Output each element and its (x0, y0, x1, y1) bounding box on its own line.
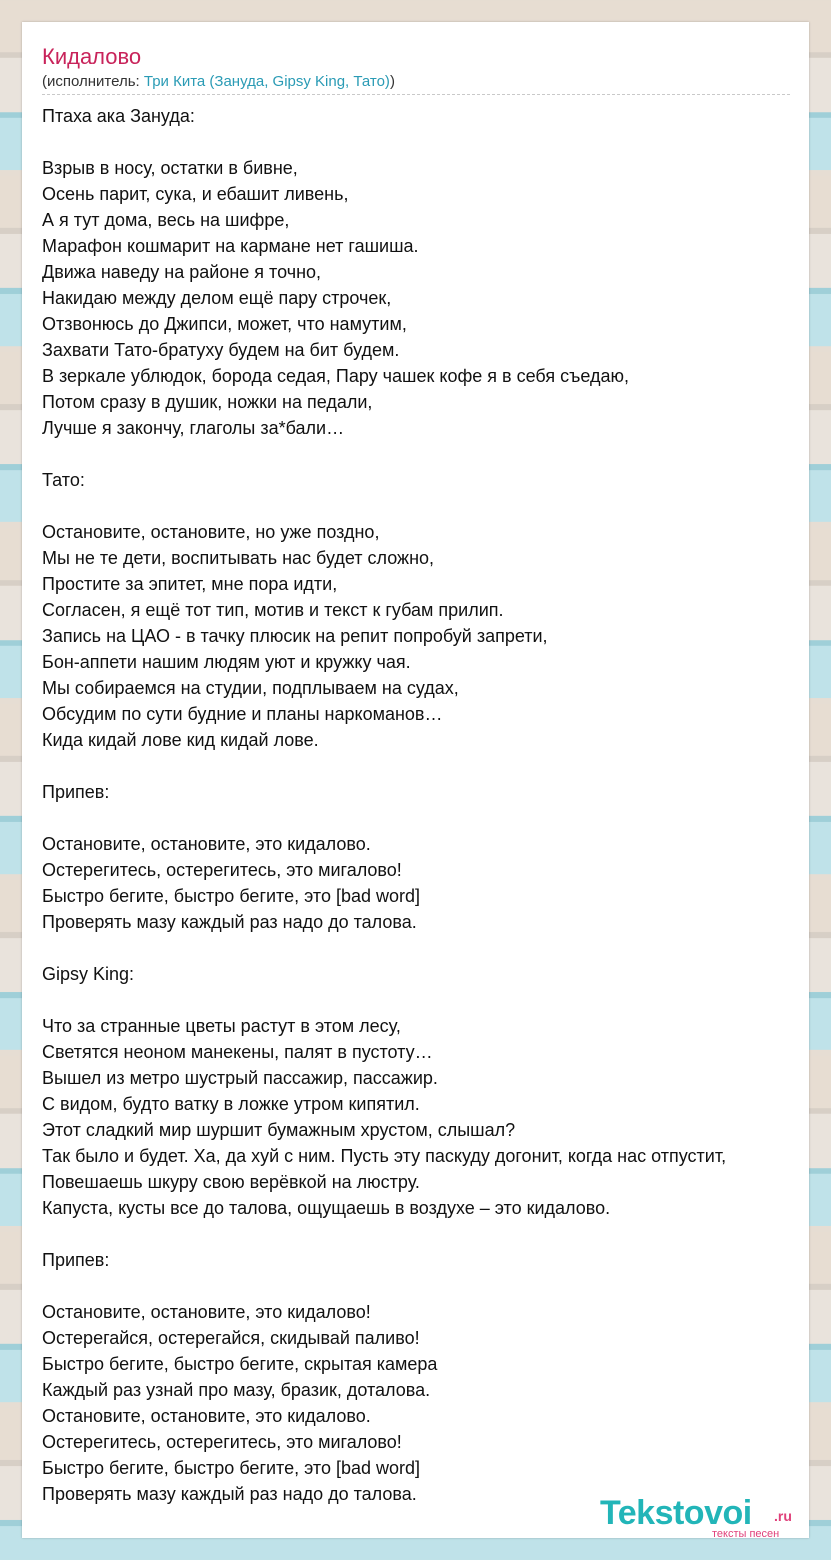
lyric-line: Накидаю между делом ещё пару строчек, (42, 288, 392, 308)
lyric-line: Движа наведу на районе я точно, (42, 262, 322, 282)
lyric-line: Простите за эпитет, мне пора идти, (42, 574, 338, 594)
lyric-line: Светятся неоном манекены, палят в пустоту… (42, 1042, 433, 1062)
lyric-line: Осень парит, сука, и ебашит ливень, (42, 184, 349, 204)
artist-suffix: ) (389, 73, 395, 90)
lyric-line: Припев: (42, 1250, 110, 1270)
logo-word: Tekstovoi (600, 1494, 752, 1532)
lyric-line: Марафон кошмарит на кармане нет гашиша. (42, 236, 419, 256)
lyric-line (42, 1221, 831, 1247)
lyric-line: Каждый раз узнай про мазу, бразик, доталова. (42, 1380, 431, 1400)
lyric-line: Вышел из метро шустрый пассажир, пассажир. (42, 1068, 438, 1088)
lyric-line: Проверять мазу каждый раз надо до талова. (42, 912, 417, 932)
artist-link[interactable]: Три Кита (Зануда, Gipsy King, Тато) (143, 73, 390, 90)
song-title: Кидалово (42, 44, 142, 69)
lyrics-text (42, 103, 831, 1507)
lyric-line: Этот сладкий мир шуршит бумажным хрустом, слышал? (42, 1120, 516, 1140)
lyric-line (42, 1273, 831, 1299)
lyric-line: Лучше я закончу, глаголы за*бали… (42, 418, 345, 438)
lyric-line (42, 987, 831, 1013)
lyric-line: Проверять мазу каждый раз надо до талова. (42, 1484, 417, 1504)
lyric-line: Мы собираемся на студии, подплываем на судах, (42, 678, 459, 698)
lyric-line: Так было и будет. Ха, да хуй с ним. Пусть эту паскуду догонит, когда нас отпустит, (42, 1146, 727, 1166)
lyric-line: Остановите, остановите, это кидалово. (42, 1406, 371, 1426)
lyric-line: Быстро бегите, быстро бегите, это [bad word] (42, 1458, 421, 1478)
lyric-line (42, 753, 831, 779)
lyric-line: С видом, будто ватку в ложке утром кипятил. (42, 1094, 420, 1114)
lyrics-card (22, 22, 809, 1538)
lyric-line: Остановите, остановите, это кидалово. (42, 834, 371, 854)
lyric-line: Gipsy King: (42, 964, 135, 984)
site-logo[interactable] (600, 1494, 805, 1538)
artist-prefix: (исполнитель: (42, 73, 144, 90)
lyric-line: Остерегайся, остерегайся, скидывай паливо! (42, 1328, 420, 1348)
lyric-line: Мы не те дети, воспитывать нас будет сложно, (42, 548, 435, 568)
lyric-line: Захвати Тато-братуху будем на бит будем. (42, 340, 400, 360)
lyric-line: Кида кидай лове кид кидай лове. (42, 730, 319, 750)
lyric-line: В зеркале ублюдок, борода седая, Пару чашек кофе я в себя съедаю, (42, 366, 629, 386)
lyric-line: Тато: (42, 470, 85, 490)
lyric-line: А я тут дома, весь на шифре, (42, 210, 290, 230)
logo-tld: .ru (774, 1508, 792, 1524)
lyric-line: Птаха ака Зануда: (42, 106, 195, 126)
lyric-line: Потом сразу в душик, ножки на педали, (42, 392, 373, 412)
lyric-line (42, 441, 831, 467)
lyric-line: Быстро бегите, быстро бегите, скрытая камера (42, 1354, 438, 1374)
lyric-line: Быстро бегите, быстро бегите, это [bad word] (42, 886, 421, 906)
lyric-line: Отзвонюсь до Джипси, может, что намутим, (42, 314, 407, 334)
lyric-line: Бон-аппети нашим людям уют и кружку чая. (42, 652, 411, 672)
lyric-line (42, 935, 831, 961)
lyric-line: Обсудим по сути будние и планы наркоманов… (42, 704, 443, 724)
lyric-line (42, 805, 831, 831)
lyric-line (42, 493, 831, 519)
lyric-line: Остерегитесь, остерегитесь, это мигалово! (42, 1432, 402, 1452)
lyric-line: Что за странные цветы растут в этом лесу, (42, 1016, 401, 1036)
lyric-line: Капуста, кусты все до талова, ощущаешь в воздухе – это кидалово. (42, 1198, 611, 1218)
artist-line (42, 72, 395, 92)
lyric-line: Припев: (42, 782, 110, 802)
lyric-line (42, 129, 831, 155)
title-divider (42, 94, 790, 95)
lyric-line: Остановите, остановите, это кидалово! (42, 1302, 371, 1322)
lyric-line: Повешаешь шкуру свою верёвкой на люстру. (42, 1172, 420, 1192)
lyric-line: Согласен, я ещё тот тип, мотив и текст к губам прилип. (42, 600, 504, 620)
lyric-line: Остановите, остановите, но уже поздно, (42, 522, 380, 542)
logo-tagline: тексты песен (712, 1528, 780, 1540)
lyric-line: Остерегитесь, остерегитесь, это мигалово! (42, 860, 402, 880)
lyric-line: Взрыв в носу, остатки в бивне, (42, 158, 298, 178)
lyric-line: Запись на ЦАО - в тачку плюсик на репит попробуй запрети, (42, 626, 548, 646)
